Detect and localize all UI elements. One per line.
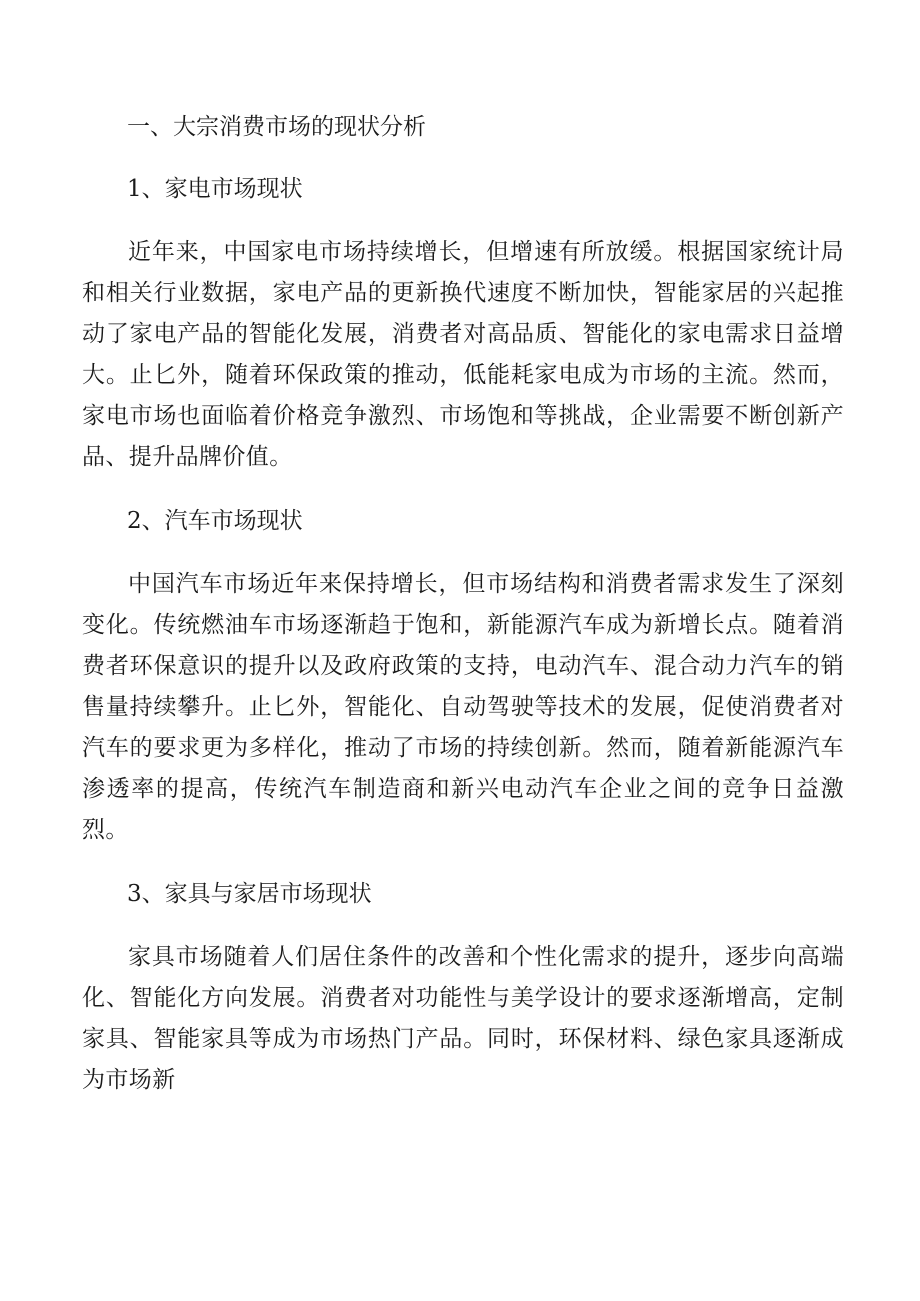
paragraph-furniture: 家具市场随着人们居住条件的改善和个性化需求的提升，逐步向高端化、智能化方向发展。消费者对功能性与美学设计的要求逐渐增高，定制家具、智能家具等成为市场热门产品。同时，环保材料、绿色家具逐渐成为市场新 xyxy=(82,944,844,1093)
document-body xyxy=(82,108,844,1101)
subsection-heading-furniture: 3、家具与家居市场现状 xyxy=(127,881,372,907)
paragraph-appliances: 近年来，中国家电市场持续增长，但增速有所放缓。根据国家统计局和相关行业数据，家电产品的更新换代速度不断加快，智能家居的兴起推动了家电产品的智能化发展，消费者对高品质、智能化的家电需求日益增大。止匕外，随着环保政策的推动，低能耗家电成为市场的主流。然而，家电市场也面临着价格竞争激烈、市场饱和等挑战，企业需要不断创新产品、提升品牌价值。 xyxy=(82,239,844,470)
subsection-heading-automobile: 2、汽车市场现状 xyxy=(127,508,303,534)
paragraph-automobile: 中国汽车市场近年来保持增长，但市场结构和消费者需求发生了深刻变化。传统燃油车市场逐渐趋于饱和，新能源汽车成为新增长点。随着消费者环保意识的提升以及政府政策的支持，电动汽车、混合动力汽车的销售量持续攀升。止匕外，智能化、自动驾驶等技术的发展，促使消费者对汽车的要求更为多样化，推动了市场的持续创新。然而，随着新能源汽车渗透率的提高，传统汽车制造商和新兴电动汽车企业之间的竞争日益激烈。 xyxy=(82,571,844,843)
subsection-heading-appliances: 1、家电市场现状 xyxy=(127,176,303,202)
section-title: 一、大宗消费市场的现状分析 xyxy=(127,114,426,140)
